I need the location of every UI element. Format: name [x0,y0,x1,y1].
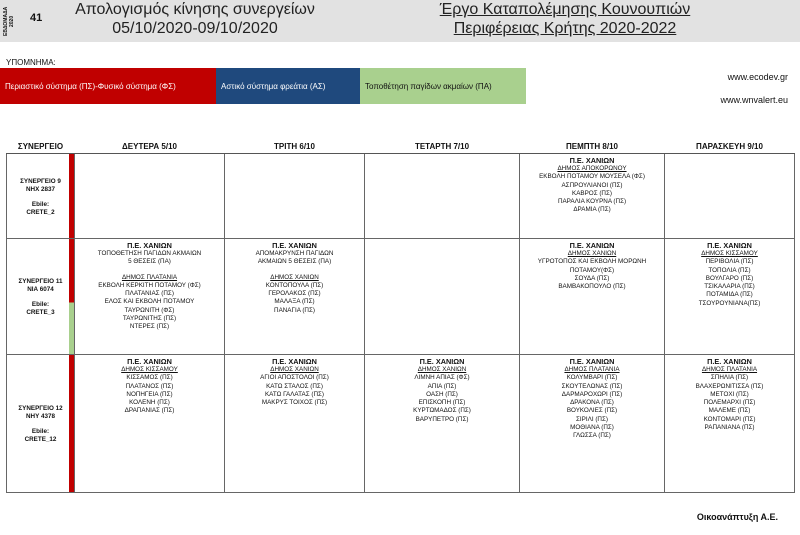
day-cell [520,154,665,239]
cell-line: Π.Ε. ΧΑΝΙΩΝ [569,156,615,165]
week-label: ΕΒΔΟΜΑΔΑ 2020 [3,6,15,36]
cell-line: ΤΣΙΚΑΛΑΡΙΑ (ΠΣ) [704,283,755,291]
col-header-tuesday: ΤΡΙΤΗ 6/10 [225,140,365,154]
cell-line: ΓΛΩΣΣΑ (ΠΣ) [573,432,611,440]
day-cell [665,239,795,355]
table-row [7,154,795,239]
crew-cell [7,239,75,355]
day-cell [75,154,225,239]
cell-line: ΒΟΥΚΟΛΙΕΣ (ΠΣ) [566,407,618,415]
cell-line: Π.Ε. ΧΑΝΙΩΝ [419,357,465,366]
work-type-color-bar [69,154,74,238]
cell-line: ΚΑΤΩ ΣΤΑΛΟΣ (ΠΣ) [266,382,323,390]
day-cell [665,154,795,239]
day-cell [75,239,225,355]
project-title-line1: Έργο Καταπολέμησης Κουνουπιών [439,1,691,18]
cell-line: ΑΓΙΟΙ ΑΠΟΣΤΟΛΟΙ (ΠΣ) [260,374,329,382]
crew-line: CRETE_2 [26,208,55,216]
cell-line: ΜΑΛΕΜΕ (ΠΣ) [708,407,751,415]
day-cell [365,355,520,493]
cell-line: ΔΗΜΟΣ ΠΛΑΤΑΝΙΑ [701,366,758,373]
project-title [420,0,710,38]
day-cell [365,154,520,239]
cell-line: ΔΗΜΟΣ ΧΑΝΙΩΝ [417,366,467,373]
crew-line: ΝΗΥ 4378 [25,413,56,420]
header-bar [0,0,800,42]
cell-line: ΔΗΜΟΣ ΧΑΝΙΩΝ [270,366,319,373]
legend-urban-manholes: Αστικό σύστημα φρεάτια (ΑΣ) [216,68,360,104]
col-header-wednesday: ΤΕΤΑΡΤΗ 7/10 [365,140,520,154]
day-cell [665,355,795,493]
cell-line: ΕΠΙΣΚΟΠΗ (ΠΣ) [418,399,466,407]
crew-line: ΝΗΧ 2837 [25,185,56,193]
col-header-thursday: ΠΕΜΠΤΗ 8/10 [520,140,665,154]
cell-line: ΚΥΡΤΩΜΑΔΟΣ (ΠΣ) [413,407,471,415]
cell-line: ΠΕΡΙΒΟΛΙΑ (ΠΣ) [705,258,754,266]
report-title [60,0,330,38]
crew-line [8,421,73,428]
cell-line: ΠΑΝΑΓΙΑ (ΠΣ) [274,306,315,314]
cell-line: ΔΡΑΚΟΝΑ (ΠΣ) [570,399,614,407]
cell-line: ΚΟΛΕΝΗ (ΠΣ) [129,399,170,407]
crew-line: Ebile: [31,301,50,308]
cell-line: Π.Ε. ΧΑΝΙΩΝ [569,241,615,250]
cell-line: Π.Ε. ΧΑΝΙΩΝ [127,357,172,366]
cell-line: ΠΟΤΑΜΙΔΑ (ΠΣ) [706,291,753,299]
cell-line: ΚΑΤΩ ΓΑΛΑΤΑΣ (ΠΣ) [264,390,324,398]
cell-line: ΔΗΜΟΣ ΚΙΣΣΑΜΟΥ [121,366,178,373]
cell-line: ΔΗΜΟΣ ΧΑΝΙΩΝ [270,273,319,281]
col-header-monday: ΔΕΥΤΕΡΑ 5/10 [75,140,225,154]
legend-adult-traps: Τοποθέτηση παγίδων ακμαίων (ΠΑ) [360,68,526,104]
cell-line: ΔΗΜΟΣ ΑΠΟΚΟΡΩΝΟΥ [557,165,627,172]
crew-line: ΣΥΝΕΡΓΕΙΟ 12 [18,405,63,412]
crew-line: ΣΥΝΕΡΓΕΙΟ 9 [20,177,61,185]
table-header-row [7,140,795,154]
cell-line: 5 ΘΕΣΕΙΣ (ΠΑ) [128,258,171,266]
day-cell [520,239,665,355]
cell-line: ΔΡΑΜΙΑ (ΠΣ) [573,206,611,214]
cell-line: ΠΛΑΤΑΝΙΑΣ (ΠΣ) [125,290,174,298]
cell-line: ΡΑΠΑΝΙΑΝΑ (ΠΣ) [704,424,755,432]
report-date-range: 05/10/2020-09/10/2020 [112,20,278,37]
cell-line: ΔΗΜΟΣ ΚΙΣΣΑΜΟΥ [701,250,758,257]
cell-line: ΒΑΜΒΑΚΟΠΟΥΛΟ (ΠΣ) [558,283,626,291]
website-link-wnvalert[interactable]: www.wnvalert.eu [720,95,788,105]
cell-line [226,267,363,274]
day-cell [225,239,365,355]
company-footer: Οικοανάπτυξη Α.Ε. [696,512,778,522]
cell-line: Π.Ε. ΧΑΝΙΩΝ [707,357,752,366]
cell-line: ΥΓΡΟΤΟΠΟΣ ΚΑΙ ΕΚΒΟΛΗ ΜΟΡΩΝΗ [537,258,647,266]
table-row [7,239,795,355]
cell-line: ΔΗΜΟΣ ΠΛΑΤΑΝΙΑ [121,273,178,281]
day-cell [225,154,365,239]
cell-line: ΤΟΠΟΘΕΤΗΣΗ ΠΑΓΙΔΩΝ ΑΚΜΑΙΩΝ [97,250,202,257]
cell-line: ΚΙΣΣΑΜΟΣ (ΠΣ) [126,374,173,382]
day-cell [520,355,665,493]
crew-line [8,294,73,301]
work-type-color-bar [69,239,74,354]
cell-line: ΤΣΟΥΡΟΥΝΙΑΝΑ(ΠΣ) [698,299,761,307]
cell-line: Π.Ε. ΧΑΝΙΩΝ [272,357,317,366]
cell-line: ΠΑΡΑΛΙΑ ΚΟΥΡΝΑ (ΠΣ) [557,198,627,206]
cell-line: ΤΑΥΡΩΝΙΤΗΣ (ΠΣ) [122,315,177,323]
cell-line: ΕΚΒΟΛΗ ΠΟΤΑΜΟΥ ΜΟΥΣΕΛΑ (ΦΣ) [539,173,645,181]
cell-line: ΝΤΕΡΕΣ (ΠΣ) [129,323,170,331]
cell-line: ΠΛΑΤΑΝΟΣ (ΠΣ) [125,382,174,390]
cell-line: ΒΛΑΧΕΡΩΝΙΤΙΣΣΑ (ΠΣ) [695,382,764,390]
cell-line: ΜΑΚΡΥΣ ΤΟΙΧΟΣ (ΠΣ) [261,399,328,407]
crew-line [8,194,73,201]
cell-line: ΟΑΣΗ (ΠΣ) [426,390,458,398]
crew-line: ΝΙΑ 6074 [27,286,54,293]
crew-cell [7,355,75,493]
crew-cell [7,154,75,239]
website-link-ecodev[interactable]: www.ecodev.gr [727,72,788,82]
cell-line: ΔΗΜΟΣ ΠΛΑΤΑΝΙΑ [564,366,620,373]
cell-line: ΜΕΤΟΧΙ (ΠΣ) [710,390,749,398]
cell-line: ΔΗΜΟΣ ΧΑΝΙΩΝ [567,250,617,257]
cell-line: ΚΟΛΥΜΒΑΡΙ (ΠΣ) [566,374,618,382]
cell-line: ΠΟΤΑΜΟΥ(ΦΣ) [569,266,615,274]
crew-line: Ebile: [31,428,50,435]
cell-line: ΛΙΜΝΗ ΑΠΙΑΣ (ΦΣ) [414,374,470,382]
cell-line: Π.Ε. ΧΑΝΙΩΝ [272,241,317,250]
cell-line: Π.Ε. ΧΑΝΙΩΝ [569,357,615,366]
day-cell [75,355,225,493]
cell-line: ΣΟΥΔΑ (ΠΣ) [574,274,610,282]
cell-line: ΑΚΜΑΙΩΝ 5 ΘΕΣΕΙΣ (ΠΑ) [257,258,332,266]
schedule-table [6,140,795,493]
cell-line: ΜΟΘΙΑΝΑ (ΠΣ) [570,424,614,432]
cell-line: ΤΟΠΟΛΙΑ (ΠΣ) [708,266,751,274]
day-cell [225,355,365,493]
crew-line: CRETE_12 [24,436,57,443]
cell-line: ΣΠΗΛΙΑ (ΠΣ) [710,374,749,382]
crew-line: CRETE_3 [26,309,55,316]
cell-line: ΑΠΟΜΑΚΡΥΝΣΗ ΠΑΓΙΔΩΝ [255,250,334,257]
cell-line: ΤΑΥΡΩΝΙΤΗ (ΦΣ) [124,306,175,314]
cell-line: ΠΟΛΕΜΑΡΧΙ (ΠΣ) [703,399,756,407]
legend-label: ΥΠΟΜΝΗΜΑ: [6,58,56,67]
legend-peri-urban: Περιαστικό σύστημα (ΠΣ)-Φυσικό σύστημα (ΦΣ) [0,68,216,104]
cell-line: ΚΟΝΤΟΠΟΥΛΑ (ΠΣ) [265,281,324,289]
cell-line: ΓΕΡΟΛΑΚΟΣ (ΠΣ) [268,290,321,298]
crew-line: ΣΥΝΕΡΓΕΙΟ 11 [18,278,63,285]
cell-line: ΑΠΙΑ (ΠΣ) [427,382,457,390]
week-number: 41 [30,12,43,24]
col-header-friday: ΠΑΡΑΣΚΕΥΗ 9/10 [665,140,795,154]
table-row [7,355,795,493]
cell-line: ΒΑΡΥΠΕΤΡΟ (ΠΣ) [415,415,469,423]
cell-line: ΜΑΛΑΞΑ (ΠΣ) [274,298,315,306]
project-title-line2: Περιφέρειας Κρήτης 2020-2022 [453,20,677,37]
cell-line: ΔΡΑΠΑΝΙΑΣ (ΠΣ) [124,407,175,415]
col-header-crew: ΣΥΝΕΡΓΕΙΟ [7,140,75,154]
cell-line: ΒΟΥΛΓΑΡΟ (ΠΣ) [705,274,754,282]
cell-line: ΣΚΟΥΤΕΛΩΝΑΣ (ΠΣ) [561,382,623,390]
cell-line: ΣΙΡΙΛΙ (ΠΣ) [576,415,608,423]
cell-line: ΚΑΒΡΟΣ (ΠΣ) [572,189,612,197]
work-type-color-bar [69,355,74,492]
cell-line: ΝΟΠΗΓΕΙΑ (ΠΣ) [126,390,173,398]
cell-line: ΕΛΟΣ ΚΑΙ ΕΚΒΟΛΗ ΠΟΤΑΜΟΥ [104,298,195,306]
cell-line: ΔΑΡΜΑΡΟΧΩΡΙ (ΠΣ) [561,390,623,398]
cell-line: ΑΣΠΡΟΥΛΙΑΝΟΙ (ΠΣ) [561,181,623,189]
cell-line [76,267,223,274]
crew-line: Ebile: [31,200,50,208]
cell-line: ΚΟΝΤΟΜΑΡΙ (ΠΣ) [703,415,756,423]
report-title-line1: Απολογισμός κίνησης συνεργείων [75,1,315,18]
cell-line: Π.Ε. ΧΑΝΙΩΝ [707,241,752,250]
day-cell [365,239,520,355]
cell-line: Π.Ε. ΧΑΝΙΩΝ [127,241,172,250]
cell-line: ΕΚΒΟΛΗ ΚΕΡΚΙΤΗ ΠΟΤΑΜΟΥ (ΦΣ) [98,281,201,289]
